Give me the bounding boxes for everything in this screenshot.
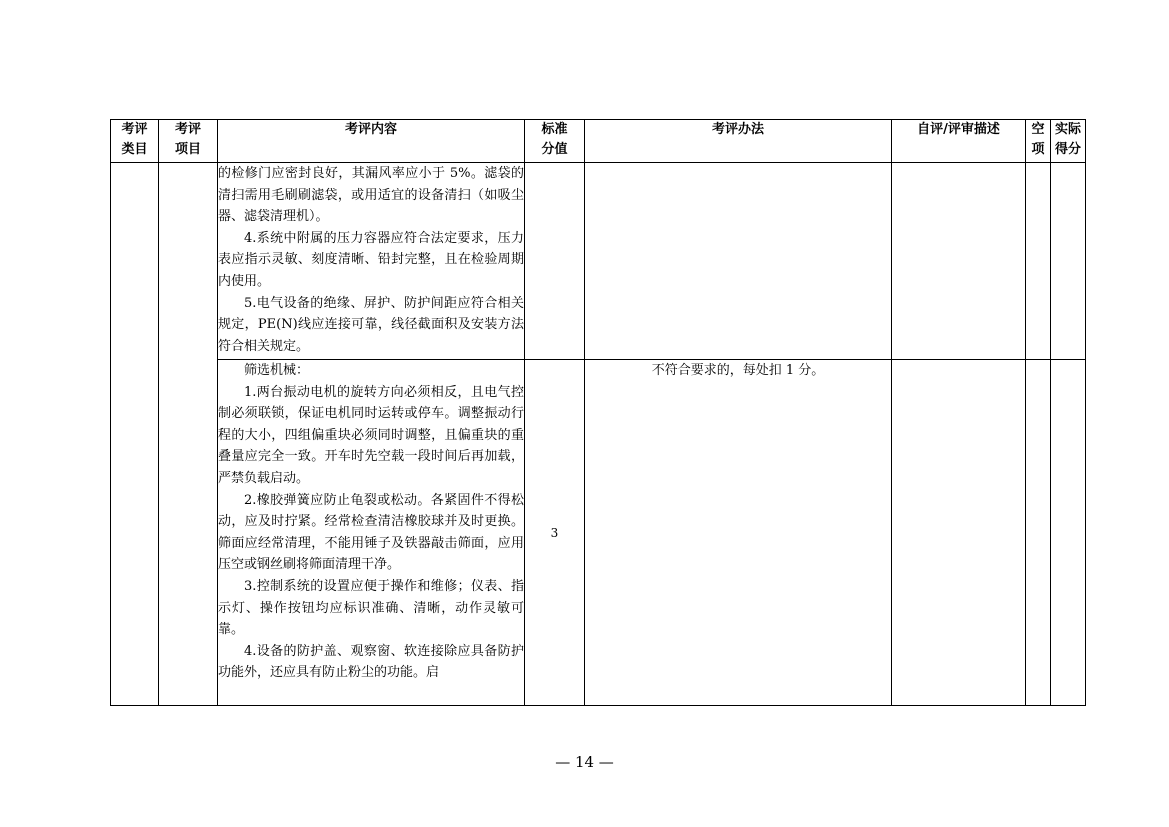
score-cell <box>525 163 585 360</box>
table-row <box>111 360 1086 706</box>
header-standard-score: 标准 分值 <box>525 120 585 163</box>
method-cell: 不符合要求的，每处扣 1 分。 <box>585 360 892 706</box>
content-cell: 筛选机械： 1.两台振动电机的旋转方向必须相反，且电气控制必须联锁，保证电机同时运转或停车。调整振动行程的大小，四组偏重块必须同时调整，且偏重块的重叠量应完全一致。开车时先空载一段时间后再加载，严禁负载启动。 2.橡胶弹簧应防止龟裂或松动。各紧固件不得松动，应及时拧紧。经常检查清洁橡胶球并及时更换。筛面应经常清理，不能用锤子及铁器敲击筛面，应用压空或钢丝刷将筛面清理干净。 3.控制系统的设置应便于操作和维修；仪表、指示灯、操作按钮均应标识准确、清晰，动作灵敏可靠。 4.设备的防护盖、观察窗、软连接除应具备防护功能外，还应具有防止粉尘的功能。启 <box>218 360 525 706</box>
page-number: — 14 — <box>555 753 614 771</box>
actual-score-cell[interactable] <box>1051 360 1086 706</box>
header-blank-item: 空 项 <box>1026 120 1051 163</box>
evaluation-table <box>110 119 1086 706</box>
method-cell <box>585 163 892 360</box>
blank-item-cell[interactable] <box>1026 360 1051 706</box>
self-review-cell[interactable] <box>892 360 1026 706</box>
blank-item-cell[interactable] <box>1026 163 1051 360</box>
header-content: 考评内容 <box>218 120 525 163</box>
header-method: 考评办法 <box>585 120 892 163</box>
actual-score-cell[interactable] <box>1051 163 1086 360</box>
header-actual-score: 实际 得分 <box>1051 120 1086 163</box>
table-row <box>111 163 1086 360</box>
header-row <box>111 120 1086 163</box>
score-cell: 3 <box>525 360 585 706</box>
item-cell <box>159 163 218 706</box>
header-item: 考评 项目 <box>159 120 218 163</box>
content-cell: 的检修门应密封良好，其漏风率应小于 5%。滤袋的清扫需用毛刷刷滤袋，或用适宜的设备清扫（如吸尘器、滤袋清理机）。 4.系统中附属的压力容器应符合法定要求，压力表应指示灵敏、刻度清晰、铅封完整，且在检验周期内使用。 5.电气设备的绝缘、屏护、防护间距应符合相关规定，PE(N)线应连接可靠，线径截面积及安装方法符合相关规定。 <box>218 163 525 360</box>
category-cell <box>111 163 159 706</box>
header-category: 考评 类目 <box>111 120 159 163</box>
self-review-cell[interactable] <box>892 163 1026 360</box>
header-self-review: 自评/评审描述 <box>892 120 1026 163</box>
